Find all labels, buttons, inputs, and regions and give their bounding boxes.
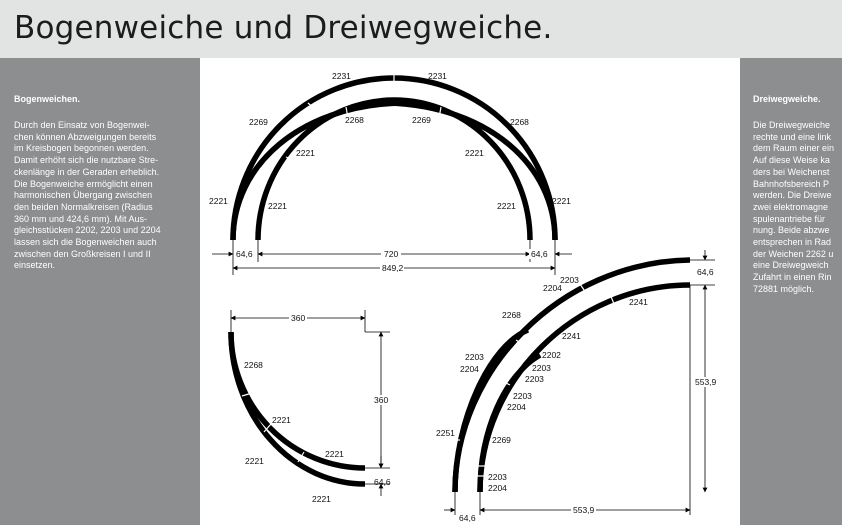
right-line: rechte und eine link: [753, 131, 832, 142]
part-label: 2269: [412, 115, 431, 125]
left-line: einsetzen.: [14, 260, 56, 271]
part-label: 2221: [245, 456, 264, 466]
part-label: 2221: [552, 196, 571, 206]
dim-middle-label: 720: [384, 249, 399, 259]
right-line: Bahnhofsbereich P: [753, 178, 830, 189]
part-label: 2241: [629, 297, 648, 307]
part-label: 2268: [510, 117, 529, 127]
part-label: 2203: [513, 391, 532, 401]
right-line: Zufahrt in einen Rin: [753, 272, 832, 283]
quarter-curve-diagram: [436, 250, 717, 523]
part-label: 2204: [507, 402, 526, 412]
part-label: 2231: [428, 71, 447, 81]
part-label: 2241: [562, 331, 581, 341]
left-paragraph: [14, 120, 161, 272]
right-paragraph: [753, 120, 834, 296]
part-label: 2204: [460, 364, 479, 374]
part-label: 2203: [532, 363, 551, 373]
dim-width-label: 553,9: [573, 505, 595, 515]
page-title: Bogenweiche und Dreiwegweiche.: [14, 10, 553, 46]
inner-quarter-track: [231, 332, 365, 468]
part-label: 2269: [249, 117, 268, 127]
right-line: nung. Beide abzwe: [753, 225, 830, 236]
track-diagram-area: [200, 58, 740, 525]
dim-offset-label: 64,6: [374, 477, 391, 487]
quarter-turnout-diagram: [231, 310, 391, 504]
right-line: Die Dreiwegweiche: [753, 120, 831, 130]
dim-offset-bottom-label: 64,6: [459, 513, 476, 523]
part-label: 2203: [525, 374, 544, 384]
left-line: Die Bogenweiche ermöglicht einen: [14, 178, 153, 189]
part-label: 2268: [345, 115, 364, 125]
left-line: lassen sich die Bogenweichen auch: [14, 237, 157, 248]
dim-height-label: 553,9: [695, 377, 717, 387]
left-line: Durch den Einsatz von Bogenwei-: [14, 120, 150, 130]
track-numbers: [244, 360, 344, 504]
left-line: harmonischen Übergang zwischen: [14, 190, 153, 201]
dim-width-label: 360: [291, 313, 306, 323]
part-label: 2203: [560, 275, 579, 285]
part-label: 2221: [312, 494, 331, 504]
left-line: 360 mm und 424,6 mm). Mit Aus-: [14, 213, 148, 224]
track-diagrams-svg: [200, 58, 740, 525]
inner-track: [258, 100, 530, 240]
right-line: 72881 möglich.: [753, 283, 815, 294]
dim-right-label: 64,6: [531, 249, 548, 259]
part-label: 2203: [488, 472, 507, 482]
left-line: chen können Abzweigungen bereits: [14, 131, 157, 142]
right-line: entsprechen in Rad: [753, 237, 832, 248]
right-line: zwei elektromagne: [753, 201, 829, 212]
left-line: den beiden Normalkreisen (Radius: [14, 201, 153, 212]
header-bar: [0, 0, 842, 58]
part-label: 2221: [296, 148, 315, 158]
part-label: 2268: [244, 360, 263, 370]
left-line: im Kreisbogen begonnen werden.: [14, 143, 149, 154]
part-label: 2203: [465, 352, 484, 362]
left-line: gleichsstücken 2202, 2203 und 2204: [14, 225, 161, 236]
outer-curve-track: [455, 260, 690, 492]
dim-offset-top-label: 64,6: [697, 267, 714, 277]
part-label: 2231: [332, 71, 351, 81]
part-label: 2269: [492, 435, 511, 445]
right-line: eine Dreiwegweich: [753, 260, 829, 271]
dim-height-label: 360: [374, 395, 389, 405]
dim-total-label: 849,2: [382, 263, 404, 273]
part-label: 2221: [497, 201, 516, 211]
left-line: zwischen den Großkreisen I und II: [14, 248, 151, 259]
right-line: spulenantriebe für: [753, 213, 826, 224]
dimension-lines: [212, 240, 572, 275]
left-line: Damit erhöht sich die nutzbare Stre-: [14, 155, 159, 166]
part-label: 2221: [209, 196, 228, 206]
curved-turnout-diagram: [209, 71, 572, 275]
track-numbers: [436, 275, 648, 493]
part-label: 2202: [542, 350, 561, 360]
part-label: 2251: [436, 428, 455, 438]
part-label: 2221: [465, 148, 484, 158]
part-label: 2204: [543, 283, 562, 293]
left-line: ckenlänge in der Geraden erheblich.: [14, 166, 160, 177]
left-text-panel: [0, 58, 200, 525]
dim-left-label: 64,6: [236, 249, 253, 259]
part-label: 2204: [488, 483, 507, 493]
right-heading: Dreiwegweiche.: [753, 94, 821, 104]
part-label: 2221: [272, 415, 291, 425]
right-line: der Weichen 2262 u: [753, 248, 834, 259]
left-heading: Bogenweichen.: [14, 94, 81, 104]
right-line: ders bei Weichenst: [753, 166, 830, 177]
part-label: 2221: [325, 449, 344, 459]
right-line: werden. Die Dreiwe: [753, 190, 832, 201]
right-line: Auf diese Weise ka: [753, 155, 830, 166]
right-line: dem Raum einer ein: [753, 143, 835, 154]
part-label: 2221: [268, 201, 287, 211]
right-text-panel: [740, 58, 842, 525]
part-label: 2268: [502, 310, 521, 320]
